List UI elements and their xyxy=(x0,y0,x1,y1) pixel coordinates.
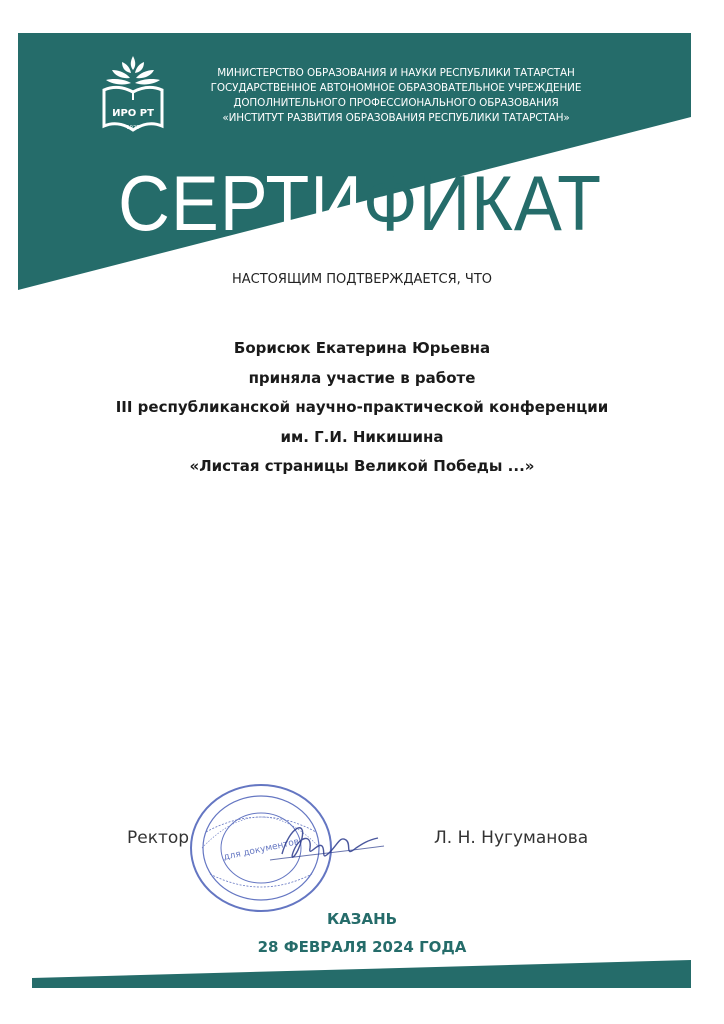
logo-text: ИРО РТ xyxy=(112,108,154,119)
footer-teal-band xyxy=(32,960,691,988)
organization-name xyxy=(186,66,606,126)
certificate-title xyxy=(118,158,623,248)
handwritten-signature-icon xyxy=(260,806,390,876)
org-line-3: ДОПОЛНИТЕЛЬНОГО ПРОФЕССИОНАЛЬНОГО ОБРАЗОВАНИЯ xyxy=(233,97,559,109)
stamp-text: для документов xyxy=(222,837,301,863)
org-line-1: МИНИСТЕРСТВО ОБРАЗОВАНИЯ И НАУКИ РЕСПУБЛИКИ ТАТАРСТАН xyxy=(217,67,575,79)
recipient-name: Борисюк Екатерина Юрьевна xyxy=(233,339,491,357)
participation-line: приняла участие в работе xyxy=(248,368,476,387)
certificate-body xyxy=(40,334,684,482)
svg-text:СЕРТИФИКАТ xyxy=(118,159,623,247)
confirmation-text: НАСТОЯЩИМ ПОДТВЕРЖДАЕТСЯ, ЧТО xyxy=(232,272,492,287)
issue-city: КАЗАНЬ xyxy=(326,910,398,928)
book-emblem-icon xyxy=(100,54,166,136)
conference-honoree: им. Г.И. Никишина xyxy=(280,427,444,446)
org-line-4: «ИНСТИТУТ РАЗВИТИЯ ОБРАЗОВАНИЯ РЕСПУБЛИКИ ТАТАРСТАН» xyxy=(222,112,570,124)
conference-line: III республиканской научно-практической конференции xyxy=(115,398,609,416)
logo-year: 1928 xyxy=(126,125,140,131)
signer-role: Ректор xyxy=(127,828,190,848)
conference-title: «Листая страницы Великой Победы ...» xyxy=(189,457,535,475)
org-line-2: ГОСУДАРСТВЕННОЕ АВТОНОМНОЕ ОБРАЗОВАТЕЛЬНОЕ УЧРЕЖДЕНИЕ xyxy=(210,82,582,94)
title-part-white: СЕРТИ xyxy=(118,159,384,247)
signer-name: Л. Н. Нугуманова xyxy=(434,828,589,848)
title-part-teal: ФИКАТ xyxy=(362,159,623,247)
issue-date: 28 ФЕВРАЛЯ 2024 ГОДА xyxy=(257,938,467,956)
